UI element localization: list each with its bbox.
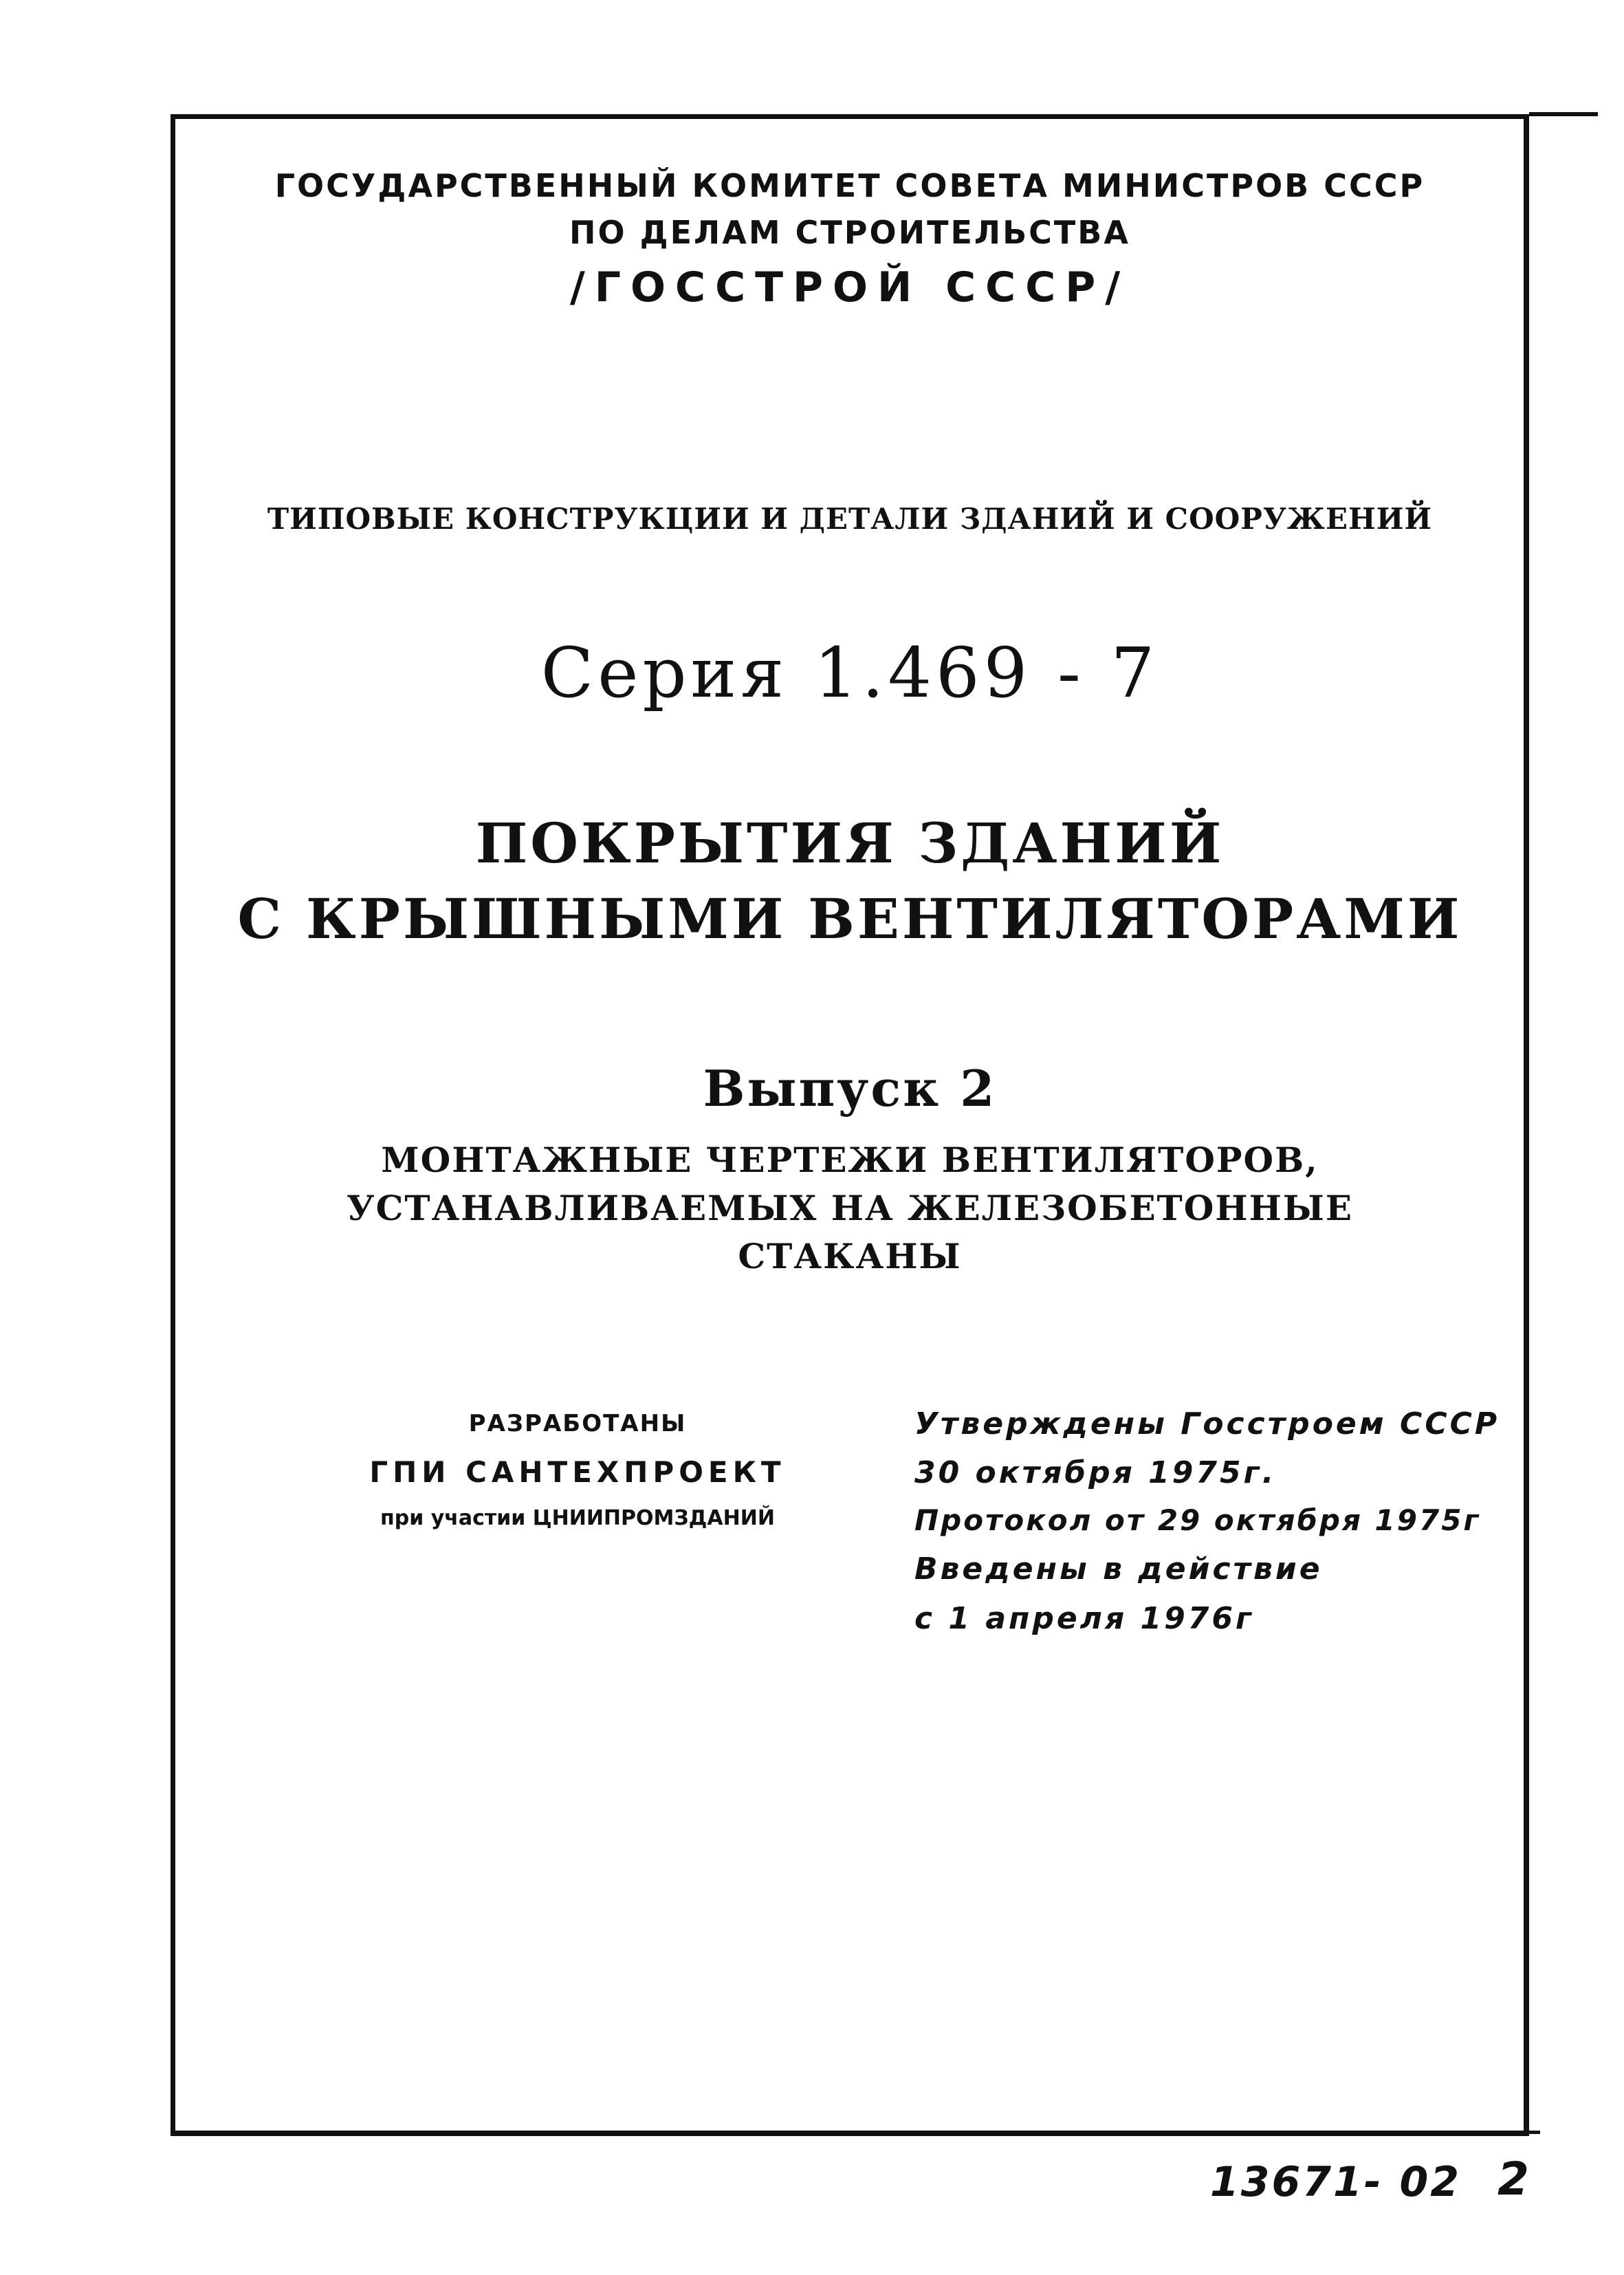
header-committee: ГОСУДАРСТВЕННЫЙ КОМИТЕТ СОВЕТА МИНИСТРОВ СССР bbox=[274, 167, 1425, 204]
header-affairs: ПО ДЕЛАМ СТРОИТЕЛЬСТВА bbox=[569, 214, 1130, 251]
document-number: 13671- 02 bbox=[1210, 2158, 1462, 2206]
developer-organization: ГПИ САНТЕХПРОЕКТ bbox=[369, 1455, 786, 1489]
developed-label: РАЗРАБОТАНЫ bbox=[468, 1410, 687, 1437]
approval-line-protocol: Протокол от 29 октября 1975г bbox=[914, 1503, 1481, 1537]
document-title-line1: ПОКРЫТИЯ ЗДАНИЙ bbox=[475, 811, 1225, 875]
issue-label: Выпуск 2 bbox=[703, 1059, 997, 1118]
developer-participation: при участии ЦНИИПРОМЗДАНИЙ bbox=[380, 1506, 775, 1530]
approval-line-enacted: Введены в действие bbox=[914, 1552, 1323, 1587]
frame-top-extension bbox=[1529, 112, 1598, 116]
subtitle-line3: СТАКАНЫ bbox=[738, 1236, 962, 1276]
subtitle-line2: УСТАНАВЛИВАЕМЫХ НА ЖЕЛЕЗОБЕТОННЫЕ bbox=[347, 1188, 1353, 1228]
header-gosstroy: /ГОССТРОЙ СССР/ bbox=[569, 263, 1130, 312]
page-border-frame bbox=[171, 114, 1529, 2136]
approval-line-effective-date: с 1 апреля 1976г bbox=[914, 1601, 1255, 1636]
page-number: 2 bbox=[1497, 2153, 1529, 2206]
category-line: ТИПОВЫЕ КОНСТРУКЦИИ И ДЕТАЛИ ЗДАНИЙ И СООРУЖЕНИЙ bbox=[267, 502, 1433, 536]
subtitle-line1: МОНТАЖНЫЕ ЧЕРТЕЖИ ВЕНТИЛЯТОРОВ, bbox=[381, 1140, 1319, 1180]
series-number: Серия 1.469 - 7 bbox=[540, 633, 1159, 713]
approval-line-approved: Утверждены Госстроем СССР bbox=[914, 1406, 1500, 1441]
frame-bottom-extension bbox=[1523, 2131, 1540, 2134]
approval-line-date: 30 октября 1975г. bbox=[914, 1455, 1277, 1490]
document-title-line2: С КРЫШНЫМИ ВЕНТИЛЯТОРАМИ bbox=[237, 886, 1462, 951]
